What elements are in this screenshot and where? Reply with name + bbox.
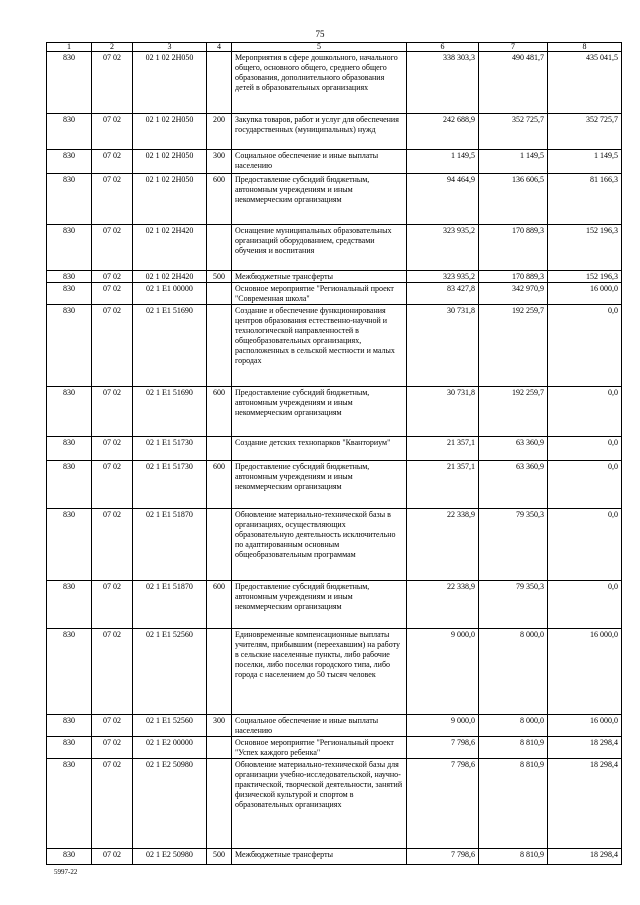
cell-amount-year3: 16 000,0 xyxy=(548,283,622,305)
cell-description: Предоставление субсидий бюджетным, автономным учреждениям и иным некоммерческим организациям xyxy=(232,174,407,225)
cell-amount-year1: 22 338,9 xyxy=(407,581,479,629)
cell-amount-year2: 8 000,0 xyxy=(479,629,548,715)
cell-amount-year2: 192 259,7 xyxy=(479,387,548,437)
cell-amount-year1: 30 731,8 xyxy=(407,387,479,437)
column-header: 6 xyxy=(407,43,479,52)
cell-amount-year3: 18 298,4 xyxy=(548,849,622,865)
cell-target-article: 02 1 E1 52560 xyxy=(133,629,207,715)
cell-target-article: 02 1 E1 51870 xyxy=(133,581,207,629)
cell-description: Межбюджетные трансферты xyxy=(232,271,407,283)
cell-section: 07 02 xyxy=(92,271,133,283)
cell-expense-type: 600 xyxy=(207,174,232,225)
cell-amount-year1: 83 427,8 xyxy=(407,283,479,305)
cell-amount-year1: 242 688,9 xyxy=(407,114,479,150)
cell-target-article: 02 1 E2 50980 xyxy=(133,759,207,849)
cell-admin-code: 830 xyxy=(47,305,92,387)
cell-expense-type xyxy=(207,225,232,271)
cell-section: 07 02 xyxy=(92,225,133,271)
cell-expense-type: 600 xyxy=(207,581,232,629)
column-header: 8 xyxy=(548,43,622,52)
cell-amount-year3: 16 000,0 xyxy=(548,715,622,737)
cell-amount-year1: 30 731,8 xyxy=(407,305,479,387)
cell-expense-type: 600 xyxy=(207,387,232,437)
cell-target-article: 02 1 E1 51690 xyxy=(133,387,207,437)
cell-amount-year1: 21 357,1 xyxy=(407,461,479,509)
cell-expense-type xyxy=(207,629,232,715)
table-row xyxy=(47,461,622,509)
cell-amount-year3: 0,0 xyxy=(548,509,622,581)
table-row xyxy=(47,437,622,461)
cell-section: 07 02 xyxy=(92,509,133,581)
cell-admin-code: 830 xyxy=(47,581,92,629)
cell-admin-code: 830 xyxy=(47,849,92,865)
cell-amount-year3: 0,0 xyxy=(548,387,622,437)
cell-amount-year1: 7 798,6 xyxy=(407,849,479,865)
cell-amount-year2: 490 481,7 xyxy=(479,52,548,114)
budget-table xyxy=(46,42,622,865)
cell-target-article: 02 1 E1 51730 xyxy=(133,461,207,509)
cell-amount-year2: 1 149,5 xyxy=(479,150,548,174)
cell-target-article: 02 1 E1 52560 xyxy=(133,715,207,737)
cell-amount-year2: 8 000,0 xyxy=(479,715,548,737)
cell-amount-year1: 323 935,2 xyxy=(407,271,479,283)
cell-amount-year2: 8 810,9 xyxy=(479,737,548,759)
cell-target-article: 02 1 E1 00000 xyxy=(133,283,207,305)
cell-section: 07 02 xyxy=(92,174,133,225)
cell-amount-year2: 136 606,5 xyxy=(479,174,548,225)
cell-section: 07 02 xyxy=(92,305,133,387)
cell-admin-code: 830 xyxy=(47,283,92,305)
table-row xyxy=(47,581,622,629)
cell-target-article: 02 1 02 2H050 xyxy=(133,114,207,150)
cell-admin-code: 830 xyxy=(47,737,92,759)
cell-amount-year3: 1 149,5 xyxy=(548,150,622,174)
cell-expense-type xyxy=(207,737,232,759)
cell-amount-year2: 79 350,3 xyxy=(479,509,548,581)
cell-description: Обновление материально-технической базы для организации учебно-исследовательской, научно-практической, творческой деятельности, занятий физической культурой и спортом в образовательных организациях xyxy=(232,759,407,849)
cell-description: Создание и обеспечение функционирования центров образования естественно-научной и технологической направленностей в общеобразовательных организациях, расположенных в сельской местности и малых городах xyxy=(232,305,407,387)
page-number: 75 xyxy=(315,29,325,39)
cell-expense-type xyxy=(207,52,232,114)
cell-amount-year3: 152 196,3 xyxy=(548,271,622,283)
cell-admin-code: 830 xyxy=(47,629,92,715)
cell-amount-year2: 170 889,3 xyxy=(479,225,548,271)
table-row xyxy=(47,737,622,759)
column-header: 1 xyxy=(47,43,92,52)
cell-description: Предоставление субсидий бюджетным, автономным учреждениям и иным некоммерческим организациям xyxy=(232,581,407,629)
cell-amount-year3: 352 725,7 xyxy=(548,114,622,150)
cell-expense-type xyxy=(207,509,232,581)
cell-section: 07 02 xyxy=(92,629,133,715)
cell-admin-code: 830 xyxy=(47,52,92,114)
column-header: 7 xyxy=(479,43,548,52)
cell-amount-year2: 8 810,9 xyxy=(479,759,548,849)
cell-amount-year3: 0,0 xyxy=(548,461,622,509)
cell-amount-year3: 0,0 xyxy=(548,305,622,387)
cell-target-article: 02 1 E1 51870 xyxy=(133,509,207,581)
cell-amount-year2: 342 970,9 xyxy=(479,283,548,305)
cell-admin-code: 830 xyxy=(47,437,92,461)
cell-expense-type: 300 xyxy=(207,150,232,174)
cell-amount-year2: 63 360,9 xyxy=(479,461,548,509)
cell-expense-type xyxy=(207,305,232,387)
cell-amount-year1: 9 000,0 xyxy=(407,715,479,737)
table-row xyxy=(47,150,622,174)
cell-amount-year3: 152 196,3 xyxy=(548,225,622,271)
footer-code: 5997-22 xyxy=(54,868,78,876)
table-row xyxy=(47,174,622,225)
cell-section: 07 02 xyxy=(92,52,133,114)
cell-target-article: 02 1 02 2H420 xyxy=(133,271,207,283)
cell-expense-type: 300 xyxy=(207,715,232,737)
table-row xyxy=(47,52,622,114)
cell-target-article: 02 1 02 2H050 xyxy=(133,174,207,225)
cell-amount-year2: 79 350,3 xyxy=(479,581,548,629)
cell-description: Предоставление субсидий бюджетным, автономным учреждениям и иным некоммерческим организациям xyxy=(232,461,407,509)
cell-admin-code: 830 xyxy=(47,759,92,849)
cell-target-article: 02 1 02 2H420 xyxy=(133,225,207,271)
cell-amount-year3: 18 298,4 xyxy=(548,759,622,849)
cell-admin-code: 830 xyxy=(47,509,92,581)
table-row xyxy=(47,225,622,271)
table-row xyxy=(47,509,622,581)
cell-admin-code: 830 xyxy=(47,461,92,509)
cell-expense-type xyxy=(207,283,232,305)
cell-section: 07 02 xyxy=(92,849,133,865)
cell-amount-year1: 7 798,6 xyxy=(407,737,479,759)
cell-section: 07 02 xyxy=(92,283,133,305)
cell-target-article: 02 1 E2 00000 xyxy=(133,737,207,759)
cell-target-article: 02 1 02 2H050 xyxy=(133,150,207,174)
cell-section: 07 02 xyxy=(92,759,133,849)
cell-description: Обновление материально-технической базы в организациях, осуществляющих образовательную деятельность исключительно по адаптированным основным общеобразовательным программам xyxy=(232,509,407,581)
cell-admin-code: 830 xyxy=(47,114,92,150)
cell-description: Закупка товаров, работ и услуг для обеспечения государственных (муниципальных) нужд xyxy=(232,114,407,150)
cell-amount-year3: 0,0 xyxy=(548,581,622,629)
cell-amount-year1: 1 149,5 xyxy=(407,150,479,174)
cell-section: 07 02 xyxy=(92,581,133,629)
cell-amount-year3: 81 166,3 xyxy=(548,174,622,225)
table-row xyxy=(47,849,622,865)
cell-amount-year3: 18 298,4 xyxy=(548,737,622,759)
cell-amount-year2: 63 360,9 xyxy=(479,437,548,461)
cell-admin-code: 830 xyxy=(47,225,92,271)
cell-expense-type: 200 xyxy=(207,114,232,150)
cell-description: Социальное обеспечение и иные выплаты населению xyxy=(232,715,407,737)
cell-section: 07 02 xyxy=(92,461,133,509)
cell-amount-year2: 192 259,7 xyxy=(479,305,548,387)
column-header: 4 xyxy=(207,43,232,52)
cell-description: Основное мероприятие "Региональный проект "Современная школа" xyxy=(232,283,407,305)
table-row xyxy=(47,283,622,305)
cell-amount-year1: 22 338,9 xyxy=(407,509,479,581)
cell-section: 07 02 xyxy=(92,437,133,461)
table-row xyxy=(47,271,622,283)
cell-admin-code: 830 xyxy=(47,715,92,737)
cell-target-article: 02 1 E1 51730 xyxy=(133,437,207,461)
cell-section: 07 02 xyxy=(92,715,133,737)
table-row xyxy=(47,629,622,715)
cell-admin-code: 830 xyxy=(47,271,92,283)
cell-amount-year1: 94 464,9 xyxy=(407,174,479,225)
cell-description: Социальное обеспечение и иные выплаты населению xyxy=(232,150,407,174)
cell-admin-code: 830 xyxy=(47,387,92,437)
header-row xyxy=(47,43,622,52)
cell-amount-year1: 21 357,1 xyxy=(407,437,479,461)
cell-amount-year2: 170 889,3 xyxy=(479,271,548,283)
cell-amount-year3: 0,0 xyxy=(548,437,622,461)
table-row xyxy=(47,387,622,437)
cell-description: Создание детских технопарков "Кванториум" xyxy=(232,437,407,461)
cell-expense-type: 500 xyxy=(207,271,232,283)
cell-description: Предоставление субсидий бюджетным, автономным учреждениям и иным некоммерческим организациям xyxy=(232,387,407,437)
column-header: 5 xyxy=(232,43,407,52)
cell-amount-year1: 7 798,6 xyxy=(407,759,479,849)
cell-amount-year1: 9 000,0 xyxy=(407,629,479,715)
cell-description: Оснащение муниципальных образовательных организаций оборудованием, средствами обучения и воспитания xyxy=(232,225,407,271)
table-row xyxy=(47,759,622,849)
cell-section: 07 02 xyxy=(92,387,133,437)
cell-amount-year1: 338 303,3 xyxy=(407,52,479,114)
cell-admin-code: 830 xyxy=(47,150,92,174)
cell-expense-type: 600 xyxy=(207,461,232,509)
cell-admin-code: 830 xyxy=(47,174,92,225)
cell-description: Мероприятия в сфере дошкольного, начального общего, основного общего, среднего общего образования, дополнительного образования детей в образовательных организациях xyxy=(232,52,407,114)
cell-amount-year3: 435 041,5 xyxy=(548,52,622,114)
cell-target-article: 02 1 02 2H050 xyxy=(133,52,207,114)
cell-description: Основное мероприятие "Региональный проект "Успех каждого ребенка" xyxy=(232,737,407,759)
cell-expense-type xyxy=(207,437,232,461)
cell-amount-year2: 8 810,9 xyxy=(479,849,548,865)
cell-target-article: 02 1 E1 51690 xyxy=(133,305,207,387)
column-header: 2 xyxy=(92,43,133,52)
table-body xyxy=(47,52,622,865)
table-row xyxy=(47,305,622,387)
table-row xyxy=(47,114,622,150)
cell-section: 07 02 xyxy=(92,150,133,174)
cell-amount-year2: 352 725,7 xyxy=(479,114,548,150)
cell-target-article: 02 1 E2 50980 xyxy=(133,849,207,865)
column-header: 3 xyxy=(133,43,207,52)
cell-expense-type xyxy=(207,759,232,849)
cell-description: Межбюджетные трансферты xyxy=(232,849,407,865)
cell-amount-year3: 16 000,0 xyxy=(548,629,622,715)
cell-amount-year1: 323 935,2 xyxy=(407,225,479,271)
cell-expense-type: 500 xyxy=(207,849,232,865)
cell-description: Единовременные компенсационные выплаты учителям, прибывшим (переехавшим) на работу в сельские населенные пункты, либо рабочие поселки, либо поселки городского типа, либо города с населением до 50 тысяч человек xyxy=(232,629,407,715)
table-row xyxy=(47,715,622,737)
cell-section: 07 02 xyxy=(92,114,133,150)
cell-section: 07 02 xyxy=(92,737,133,759)
